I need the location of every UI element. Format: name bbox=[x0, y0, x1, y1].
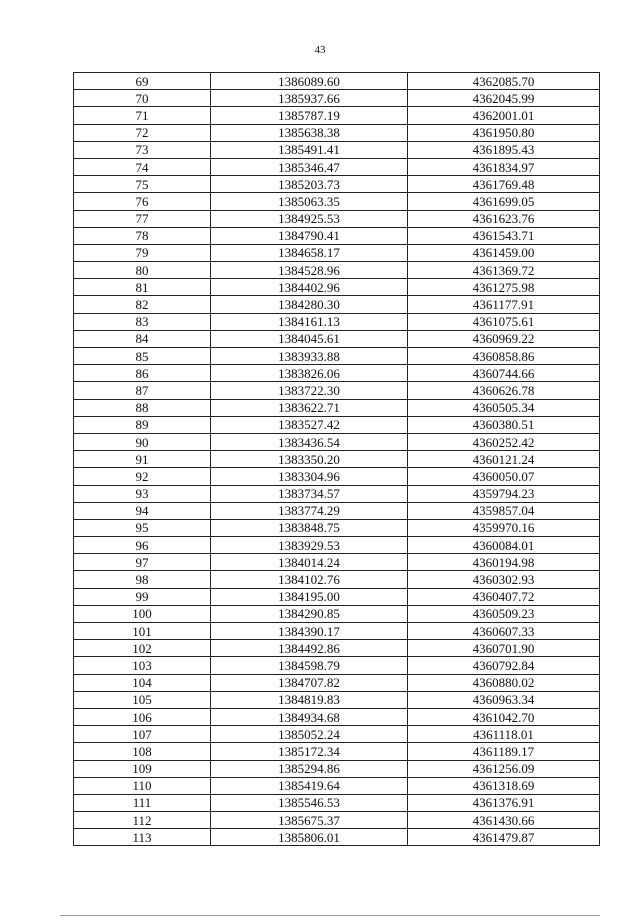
y-coordinate-cell: 4361834.97 bbox=[408, 158, 600, 175]
y-coordinate-cell: 4360407.72 bbox=[408, 588, 600, 605]
y-coordinate-cell: 4360963.34 bbox=[408, 691, 600, 708]
y-coordinate-cell: 4360505.34 bbox=[408, 399, 600, 416]
table-row bbox=[74, 451, 600, 468]
point-number-cell: 98 bbox=[74, 571, 211, 588]
point-number-cell: 109 bbox=[74, 760, 211, 777]
x-coordinate-cell: 1385491.41 bbox=[211, 141, 408, 158]
point-number-cell: 90 bbox=[74, 433, 211, 450]
y-coordinate-cell: 4362045.99 bbox=[408, 90, 600, 107]
table-row bbox=[74, 90, 600, 107]
point-number-cell: 81 bbox=[74, 279, 211, 296]
point-number-cell: 82 bbox=[74, 296, 211, 313]
point-number-cell: 102 bbox=[74, 640, 211, 657]
table-row bbox=[74, 348, 600, 365]
point-number-cell: 83 bbox=[74, 313, 211, 330]
x-coordinate-cell: 1384790.41 bbox=[211, 227, 408, 244]
y-coordinate-cell: 4360858.86 bbox=[408, 348, 600, 365]
x-coordinate-cell: 1383436.54 bbox=[211, 433, 408, 450]
y-coordinate-cell: 4361189.17 bbox=[408, 743, 600, 760]
table-row bbox=[74, 674, 600, 691]
x-coordinate-cell: 1384280.30 bbox=[211, 296, 408, 313]
table-row bbox=[74, 141, 600, 158]
x-coordinate-cell: 1383774.29 bbox=[211, 502, 408, 519]
point-number-cell: 85 bbox=[74, 348, 211, 365]
table-row bbox=[74, 554, 600, 571]
x-coordinate-cell: 1385346.47 bbox=[211, 158, 408, 175]
y-coordinate-cell: 4360626.78 bbox=[408, 382, 600, 399]
coordinates-table-body bbox=[74, 73, 600, 846]
x-coordinate-cell: 1384658.17 bbox=[211, 244, 408, 261]
table-row bbox=[74, 365, 600, 382]
point-number-cell: 93 bbox=[74, 485, 211, 502]
table-row bbox=[74, 262, 600, 279]
x-coordinate-cell: 1384390.17 bbox=[211, 623, 408, 640]
point-number-cell: 113 bbox=[74, 829, 211, 846]
table-row bbox=[74, 657, 600, 674]
y-coordinate-cell: 4360084.01 bbox=[408, 537, 600, 554]
table-row bbox=[74, 812, 600, 829]
table-row bbox=[74, 502, 600, 519]
x-coordinate-cell: 1385937.66 bbox=[211, 90, 408, 107]
x-coordinate-cell: 1383848.75 bbox=[211, 519, 408, 536]
table-row bbox=[74, 829, 600, 846]
point-number-cell: 105 bbox=[74, 691, 211, 708]
y-coordinate-cell: 4362001.01 bbox=[408, 107, 600, 124]
x-coordinate-cell: 1385806.01 bbox=[211, 829, 408, 846]
table-row bbox=[74, 193, 600, 210]
x-coordinate-cell: 1385063.35 bbox=[211, 193, 408, 210]
x-coordinate-cell: 1384045.61 bbox=[211, 330, 408, 347]
table-row bbox=[74, 210, 600, 227]
point-number-cell: 112 bbox=[74, 812, 211, 829]
x-coordinate-cell: 1384161.13 bbox=[211, 313, 408, 330]
table-row bbox=[74, 158, 600, 175]
x-coordinate-cell: 1384014.24 bbox=[211, 554, 408, 571]
y-coordinate-cell: 4361376.91 bbox=[408, 794, 600, 811]
table-row bbox=[74, 124, 600, 141]
y-coordinate-cell: 4361543.71 bbox=[408, 227, 600, 244]
table-row bbox=[74, 416, 600, 433]
x-coordinate-cell: 1383826.06 bbox=[211, 365, 408, 382]
point-number-cell: 74 bbox=[74, 158, 211, 175]
x-coordinate-cell: 1385675.37 bbox=[211, 812, 408, 829]
x-coordinate-cell: 1385419.64 bbox=[211, 777, 408, 794]
point-number-cell: 92 bbox=[74, 468, 211, 485]
table-row bbox=[74, 605, 600, 622]
point-number-cell: 111 bbox=[74, 794, 211, 811]
y-coordinate-cell: 4361275.98 bbox=[408, 279, 600, 296]
point-number-cell: 97 bbox=[74, 554, 211, 571]
y-coordinate-cell: 4360607.33 bbox=[408, 623, 600, 640]
table-row bbox=[74, 691, 600, 708]
table-row bbox=[74, 73, 600, 90]
y-coordinate-cell: 4360121.24 bbox=[408, 451, 600, 468]
y-coordinate-cell: 4361318.69 bbox=[408, 777, 600, 794]
x-coordinate-cell: 1383929.53 bbox=[211, 537, 408, 554]
y-coordinate-cell: 4360302.93 bbox=[408, 571, 600, 588]
table-row bbox=[74, 760, 600, 777]
x-coordinate-cell: 1384707.82 bbox=[211, 674, 408, 691]
table-row bbox=[74, 623, 600, 640]
y-coordinate-cell: 4360792.84 bbox=[408, 657, 600, 674]
table-row bbox=[74, 107, 600, 124]
x-coordinate-cell: 1383622.71 bbox=[211, 399, 408, 416]
y-coordinate-cell: 4360050.07 bbox=[408, 468, 600, 485]
y-coordinate-cell: 4361623.76 bbox=[408, 210, 600, 227]
y-coordinate-cell: 4359970.16 bbox=[408, 519, 600, 536]
table-row bbox=[74, 244, 600, 261]
x-coordinate-cell: 1384819.83 bbox=[211, 691, 408, 708]
x-coordinate-cell: 1384598.79 bbox=[211, 657, 408, 674]
table-row bbox=[74, 227, 600, 244]
point-number-cell: 79 bbox=[74, 244, 211, 261]
table-row bbox=[74, 296, 600, 313]
y-coordinate-cell: 4361042.70 bbox=[408, 708, 600, 725]
x-coordinate-cell: 1383304.96 bbox=[211, 468, 408, 485]
table-row bbox=[74, 588, 600, 605]
x-coordinate-cell: 1385787.19 bbox=[211, 107, 408, 124]
x-coordinate-cell: 1385638.38 bbox=[211, 124, 408, 141]
x-coordinate-cell: 1384492.86 bbox=[211, 640, 408, 657]
x-coordinate-cell: 1384934.68 bbox=[211, 708, 408, 725]
table-row bbox=[74, 640, 600, 657]
table-row bbox=[74, 571, 600, 588]
y-coordinate-cell: 4361369.72 bbox=[408, 262, 600, 279]
table-row bbox=[74, 399, 600, 416]
point-number-cell: 104 bbox=[74, 674, 211, 691]
y-coordinate-cell: 4359857.04 bbox=[408, 502, 600, 519]
point-number-cell: 96 bbox=[74, 537, 211, 554]
y-coordinate-cell: 4360509.23 bbox=[408, 605, 600, 622]
y-coordinate-cell: 4360744.66 bbox=[408, 365, 600, 382]
x-coordinate-cell: 1384528.96 bbox=[211, 262, 408, 279]
x-coordinate-cell: 1383734.57 bbox=[211, 485, 408, 502]
point-number-cell: 107 bbox=[74, 726, 211, 743]
table-row bbox=[74, 708, 600, 725]
point-number-cell: 89 bbox=[74, 416, 211, 433]
table-row bbox=[74, 313, 600, 330]
bottom-divider bbox=[60, 915, 600, 916]
y-coordinate-cell: 4361699.05 bbox=[408, 193, 600, 210]
y-coordinate-cell: 4361256.09 bbox=[408, 760, 600, 777]
coordinates-table bbox=[73, 72, 600, 846]
y-coordinate-cell: 4361950.80 bbox=[408, 124, 600, 141]
point-number-cell: 99 bbox=[74, 588, 211, 605]
y-coordinate-cell: 4360194.98 bbox=[408, 554, 600, 571]
table-row bbox=[74, 330, 600, 347]
x-coordinate-cell: 1384290.85 bbox=[211, 605, 408, 622]
x-coordinate-cell: 1385172.34 bbox=[211, 743, 408, 760]
x-coordinate-cell: 1383722.30 bbox=[211, 382, 408, 399]
y-coordinate-cell: 4359794.23 bbox=[408, 485, 600, 502]
point-number-cell: 80 bbox=[74, 262, 211, 279]
y-coordinate-cell: 4361479.87 bbox=[408, 829, 600, 846]
x-coordinate-cell: 1383527.42 bbox=[211, 416, 408, 433]
y-coordinate-cell: 4360380.51 bbox=[408, 416, 600, 433]
x-coordinate-cell: 1384102.76 bbox=[211, 571, 408, 588]
y-coordinate-cell: 4360880.02 bbox=[408, 674, 600, 691]
table-row bbox=[74, 519, 600, 536]
point-number-cell: 76 bbox=[74, 193, 211, 210]
y-coordinate-cell: 4360252.42 bbox=[408, 433, 600, 450]
y-coordinate-cell: 4361769.48 bbox=[408, 176, 600, 193]
point-number-cell: 95 bbox=[74, 519, 211, 536]
table-row bbox=[74, 468, 600, 485]
y-coordinate-cell: 4360701.90 bbox=[408, 640, 600, 657]
x-coordinate-cell: 1385203.73 bbox=[211, 176, 408, 193]
point-number-cell: 78 bbox=[74, 227, 211, 244]
table-row bbox=[74, 794, 600, 811]
table-row bbox=[74, 743, 600, 760]
x-coordinate-cell: 1385294.86 bbox=[211, 760, 408, 777]
point-number-cell: 100 bbox=[74, 605, 211, 622]
point-number-cell: 103 bbox=[74, 657, 211, 674]
x-coordinate-cell: 1383350.20 bbox=[211, 451, 408, 468]
x-coordinate-cell: 1384195.00 bbox=[211, 588, 408, 605]
y-coordinate-cell: 4361430.66 bbox=[408, 812, 600, 829]
table-row bbox=[74, 726, 600, 743]
point-number-cell: 110 bbox=[74, 777, 211, 794]
x-coordinate-cell: 1385052.24 bbox=[211, 726, 408, 743]
x-coordinate-cell: 1386089.60 bbox=[211, 73, 408, 90]
table-row bbox=[74, 382, 600, 399]
point-number-cell: 84 bbox=[74, 330, 211, 347]
point-number-cell: 101 bbox=[74, 623, 211, 640]
table-row bbox=[74, 537, 600, 554]
x-coordinate-cell: 1385546.53 bbox=[211, 794, 408, 811]
point-number-cell: 69 bbox=[74, 73, 211, 90]
point-number-cell: 77 bbox=[74, 210, 211, 227]
point-number-cell: 71 bbox=[74, 107, 211, 124]
table-row bbox=[74, 485, 600, 502]
y-coordinate-cell: 4361118.01 bbox=[408, 726, 600, 743]
point-number-cell: 72 bbox=[74, 124, 211, 141]
x-coordinate-cell: 1384925.53 bbox=[211, 210, 408, 227]
point-number-cell: 73 bbox=[74, 141, 211, 158]
point-number-cell: 86 bbox=[74, 365, 211, 382]
table-row bbox=[74, 777, 600, 794]
table-row bbox=[74, 176, 600, 193]
y-coordinate-cell: 4361895.43 bbox=[408, 141, 600, 158]
x-coordinate-cell: 1383933.88 bbox=[211, 348, 408, 365]
point-number-cell: 88 bbox=[74, 399, 211, 416]
y-coordinate-cell: 4360969.22 bbox=[408, 330, 600, 347]
point-number-cell: 70 bbox=[74, 90, 211, 107]
point-number-cell: 87 bbox=[74, 382, 211, 399]
point-number-cell: 94 bbox=[74, 502, 211, 519]
point-number-cell: 108 bbox=[74, 743, 211, 760]
y-coordinate-cell: 4361177.91 bbox=[408, 296, 600, 313]
table-row bbox=[74, 433, 600, 450]
y-coordinate-cell: 4361459.00 bbox=[408, 244, 600, 261]
point-number-cell: 106 bbox=[74, 708, 211, 725]
point-number-cell: 91 bbox=[74, 451, 211, 468]
page-number: 43 bbox=[314, 44, 326, 56]
y-coordinate-cell: 4362085.70 bbox=[408, 73, 600, 90]
point-number-cell: 75 bbox=[74, 176, 211, 193]
table-row bbox=[74, 279, 600, 296]
x-coordinate-cell: 1384402.96 bbox=[211, 279, 408, 296]
y-coordinate-cell: 4361075.61 bbox=[408, 313, 600, 330]
